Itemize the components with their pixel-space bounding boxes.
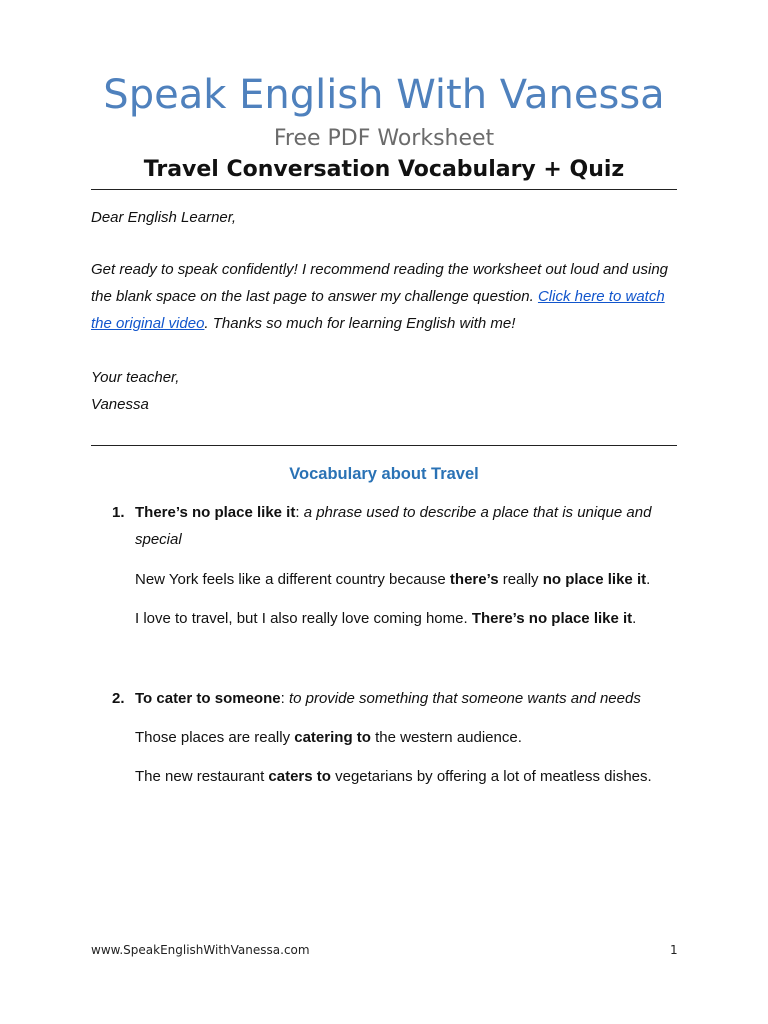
original-video-link[interactable]: Click here to watch the original video (91, 288, 665, 332)
top-divider (91, 189, 677, 190)
vocab-item-number: 1. (112, 504, 125, 521)
example-highlight: there’s (449, 571, 499, 588)
vocab-item-number: 2. (112, 690, 125, 707)
intro-after-link: . Thanks so much for learning English with me! (204, 315, 516, 332)
vocab-definition: to provide something that someone wants and needs (288, 690, 641, 707)
vocab-item-definition (135, 499, 675, 553)
example-text: New York feels like a different country because (135, 571, 450, 588)
section-divider (91, 445, 677, 446)
example-highlight: catering to (294, 729, 371, 746)
footer-website: www.SpeakEnglishWithVanessa.com (91, 943, 310, 957)
letter-signoff (91, 364, 681, 418)
example-text: the western audience. (370, 729, 522, 746)
signoff-name: Vanessa (91, 396, 149, 413)
example-text: . (646, 571, 651, 588)
vocab-example-sentence (135, 728, 695, 748)
intro-text: Get ready to speak confidently! I recommend reading the worksheet out loud and using the blank space on the last page to answer my challenge question. (91, 261, 669, 305)
document-title: Travel Conversation Vocabulary + Quiz (143, 157, 625, 182)
letter-intro (91, 256, 681, 337)
example-text: vegetarians by offering a lot of meatless dishes. (330, 768, 652, 785)
vocab-example-sentence (135, 767, 695, 787)
letter-greeting: Dear English Learner, (91, 209, 237, 226)
example-text: Those places are really (135, 729, 295, 746)
example-highlight: no place like it (542, 571, 647, 588)
example-text: . (632, 610, 637, 627)
vocab-term: There’s no place like it (135, 504, 296, 521)
vocab-separator: : (295, 504, 304, 521)
vocab-term: To cater to someone (135, 690, 281, 707)
worksheet-subtitle: Free PDF Worksheet (273, 126, 495, 151)
example-text: The new restaurant (135, 768, 269, 785)
example-text: really (498, 571, 543, 588)
page-number: 1 (670, 943, 678, 957)
vocab-separator: : (280, 690, 289, 707)
vocabulary-heading: Vocabulary about Travel (289, 465, 479, 483)
example-highlight: caters to (268, 768, 331, 785)
example-text: I love to travel, but I also really love coming home. (135, 610, 472, 627)
signoff-line: Your teacher, (91, 369, 180, 386)
example-highlight: There’s no place like it (471, 610, 633, 627)
vocab-example-sentence (135, 570, 695, 590)
vocab-item-definition (135, 685, 675, 712)
site-title: Speak English With Vanessa (103, 72, 665, 118)
vocab-definition: a phrase used to describe a place that is unique and special (135, 504, 652, 548)
vocab-example-sentence (135, 609, 695, 629)
